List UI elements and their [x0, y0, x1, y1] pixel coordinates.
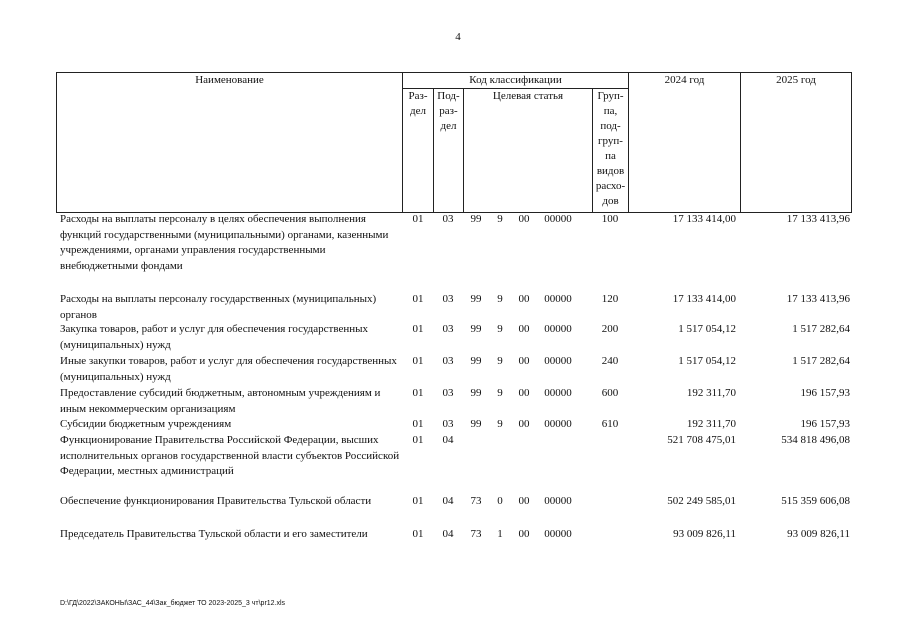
- cell-2024: 1 517 054,12: [678, 323, 736, 335]
- cell-target-4: 00000: [544, 355, 572, 367]
- cell-section: 01: [412, 293, 424, 305]
- cell-subsection: 03: [442, 323, 454, 335]
- cell-group: 120: [601, 293, 619, 305]
- cell-target-4: 00000: [544, 293, 572, 305]
- cell-section: 01: [412, 495, 424, 507]
- cell-target-3: 00: [518, 387, 530, 399]
- cell-target-2: 1: [497, 528, 503, 540]
- cell-target-4: 00000: [544, 528, 572, 540]
- header-code: Код классификации: [403, 73, 629, 89]
- row-name: Предоставление субсидий бюджетным, автономным учреждениям и иным некоммерческим организациям: [60, 387, 381, 415]
- cell-target-4: 00000: [544, 323, 572, 335]
- cell-target-3: 00: [518, 213, 530, 225]
- cell-group: 610: [601, 418, 619, 430]
- cell-subsection: 03: [442, 418, 454, 430]
- cell-target-2: 9: [497, 418, 503, 430]
- cell-target-3: 00: [518, 355, 530, 367]
- cell-subsection: 04: [442, 528, 454, 540]
- cell-section: 01: [412, 528, 424, 540]
- cell-2024: 17 133 414,00: [672, 293, 736, 305]
- row-name: Закупка товаров, работ и услуг для обеспечения государственных (муниципальных) нужд: [60, 323, 369, 351]
- cell-target-4: 00000: [544, 418, 572, 430]
- cell-2025: 93 009 826,11: [787, 528, 850, 540]
- row-name: Расходы на выплаты персоналу государственных (муниципальных) органов: [60, 293, 377, 321]
- cell-target-2: 9: [497, 293, 503, 305]
- cell-section: 01: [412, 355, 424, 367]
- cell-target-4: 00000: [544, 213, 572, 225]
- cell-target-1: 99: [470, 293, 482, 305]
- cell-2024: 1 517 054,12: [678, 355, 736, 367]
- cell-target-2: 9: [497, 387, 503, 399]
- cell-2024: 192 311,70: [686, 387, 736, 399]
- cell-target-3: 00: [518, 323, 530, 335]
- cell-target-2: 9: [497, 323, 503, 335]
- cell-subsection: 03: [442, 293, 454, 305]
- cell-subsection: 04: [442, 434, 454, 446]
- cell-subsection: 04: [442, 495, 454, 507]
- cell-target-3: 00: [518, 528, 530, 540]
- cell-2024: 521 708 475,01: [667, 434, 736, 446]
- cell-target-4: 00000: [544, 387, 572, 399]
- cell-subsection: 03: [442, 213, 454, 225]
- cell-group: 100: [601, 213, 619, 225]
- cell-section: 01: [412, 323, 424, 335]
- file-path-footer: D:\ГД\2022\ЗАКОНЫ\ЗАС_44\Зак_бюджет ТО 2023-2025_3 чт\pr12.xls: [60, 600, 286, 607]
- header-section: Раз- дел: [403, 89, 434, 213]
- cell-2025: 1 517 282,64: [792, 323, 850, 335]
- cell-target-3: 00: [518, 495, 530, 507]
- cell-2025: 17 133 413,96: [786, 213, 850, 225]
- header-target: Целевая статья: [464, 89, 593, 213]
- cell-section: 01: [412, 387, 424, 399]
- cell-section: 01: [412, 434, 424, 446]
- cell-2025: 196 157,93: [800, 418, 850, 430]
- cell-target-1: 99: [470, 387, 482, 399]
- row-name: Обеспечение функционирования Правительства Тульской области: [60, 495, 372, 507]
- cell-target-1: 73: [470, 495, 482, 507]
- cell-2025: 1 517 282,64: [792, 355, 850, 367]
- cell-subsection: 03: [442, 355, 454, 367]
- row-name: Председатель Правительства Тульской области и его заместители: [60, 528, 368, 540]
- cell-section: 01: [412, 213, 424, 225]
- cell-group: 240: [601, 355, 619, 367]
- table-header: [56, 72, 852, 213]
- cell-target-1: 73: [470, 528, 482, 540]
- header-year-2024: 2024 год: [629, 73, 741, 213]
- cell-target-1: 99: [470, 418, 482, 430]
- row-name: Иные закупки товаров, работ и услуг для обеспечения государственных (муниципальных) нужд: [60, 355, 397, 383]
- cell-2024: 93 009 826,11: [673, 528, 736, 540]
- cell-section: 01: [412, 418, 424, 430]
- cell-2025: 515 359 606,08: [781, 495, 850, 507]
- cell-target-4: 00000: [544, 495, 572, 507]
- cell-target-2: 9: [497, 355, 503, 367]
- row-name: Расходы на выплаты персоналу в целях обеспечения выполнения функций государственными (муниципальными) органами, казенными учреждениями, органами управления государственными внебюджетными фондами: [60, 213, 389, 272]
- cell-2024: 192 311,70: [686, 418, 736, 430]
- cell-target-1: 99: [470, 355, 482, 367]
- cell-subsection: 03: [442, 387, 454, 399]
- page-number: 4: [455, 31, 461, 43]
- cell-target-1: 99: [470, 323, 482, 335]
- header-name: Наименование: [57, 73, 403, 213]
- header-subsection: Под- раз- дел: [434, 89, 464, 213]
- cell-2024: 17 133 414,00: [672, 213, 736, 225]
- cell-2024: 502 249 585,01: [667, 495, 736, 507]
- cell-target-3: 00: [518, 418, 530, 430]
- cell-2025: 17 133 413,96: [786, 293, 850, 305]
- cell-2025: 196 157,93: [800, 387, 850, 399]
- row-name: Субсидии бюджетным учреждениям: [60, 418, 232, 430]
- cell-group: 200: [601, 323, 619, 335]
- cell-target-2: 0: [497, 495, 503, 507]
- cell-target-1: 99: [470, 213, 482, 225]
- header-year-2025: 2025 год: [741, 73, 852, 213]
- cell-group: 600: [601, 387, 619, 399]
- cell-target-3: 00: [518, 293, 530, 305]
- cell-target-2: 9: [497, 213, 503, 225]
- row-name: Функционирование Правительства Российской Федерации, высших исполнительных органов государственной власти субъектов Российской Федерации, местных администраций: [60, 434, 400, 478]
- header-group: Груп- па, под- груп- па видов расхо- дов: [593, 89, 629, 213]
- cell-2025: 534 818 496,08: [781, 434, 850, 446]
